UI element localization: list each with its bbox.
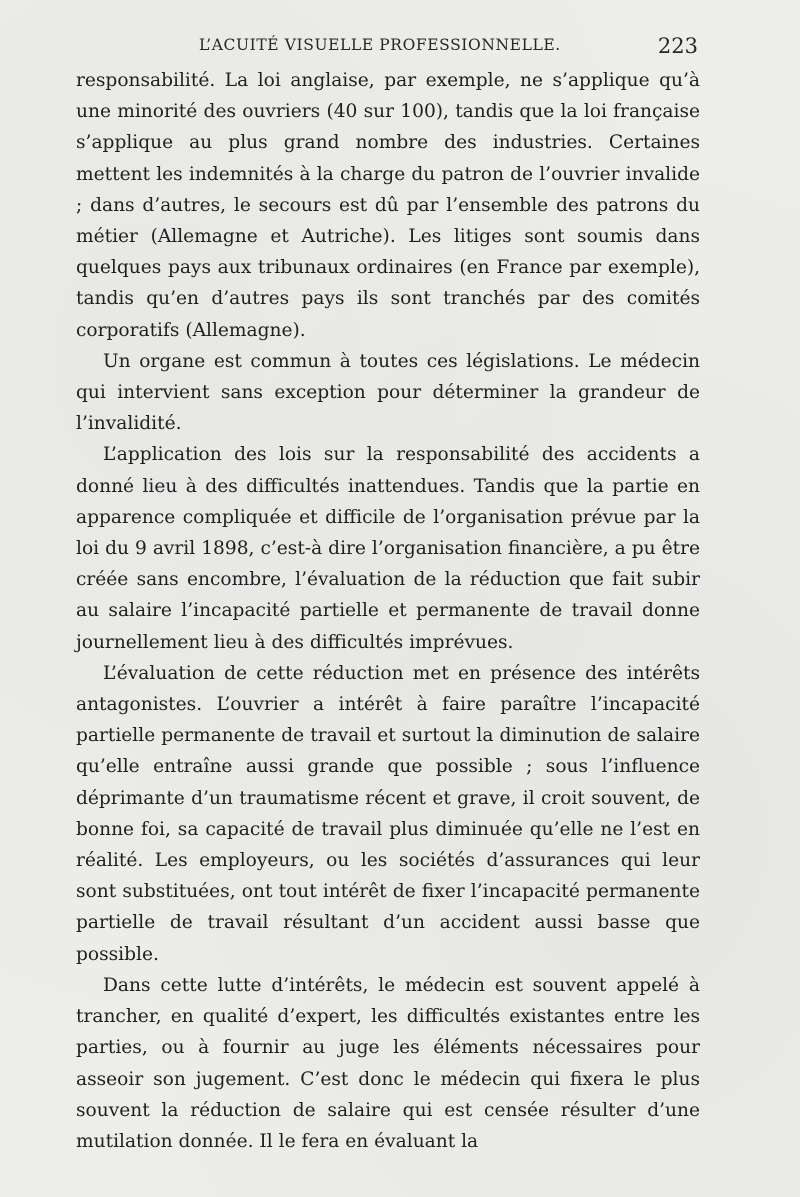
paragraph: Dans cette lutte d’intérêts, le médecin est souvent appelé à trancher, en qualité d’expert, les difficultés existantes entre les parties, ou à fournir au juge les éléments nécessaires pour asseoir son jugement. C’est donc le médecin qui fixera le plus souvent la réduction de salaire qui est censée résulter d’une mutilation donnée. Il le fera en évaluant la: [76, 974, 700, 1152]
page-number: 223: [657, 34, 698, 58]
running-title: L’ACUITÉ VISUELLE PROFESSIONNELLE.: [199, 36, 561, 54]
paragraph: L’application des lois sur la responsabilité des accidents a donné lieu à des difficultés inattendues. Tandis que la partie en apparence compliquée et difficile de l’organisation prévue par la loi du 9 avril 1898, c’est-à dire l’organisation financière, a pu être créée sans encombre, l’évaluation de la réduction que fait subir au salaire l’incapacité partielle et permanente de travail donne journellement lieu à des difficultés imprévues.: [76, 444, 700, 653]
paragraph: L’évaluation de cette réduction met en présence des intérêts antagonistes. L’ouvrier a intérêt à faire paraître l’incapacité partielle permanente de travail et surtout la diminution de salaire qu’elle entraîne aussi grande que possible ; sous l’influence déprimante d’un traumatisme récent et grave, il croit souvent, de bonne foi, sa capacité de travail plus diminuée qu’elle ne l’est en réalité. Les employeurs, ou les sociétés d’assurances qui leur sont substituées, ont tout intérêt de fixer l’incapacité permanente partielle de travail résultant d’un accident aussi basse que possible.: [76, 662, 700, 965]
page-header: [76, 34, 700, 60]
body-text: [76, 65, 700, 1157]
paragraph-continuation: responsabilité. La loi anglaise, par exemple, ne s’applique qu’à une minorité des ouvriers (40 sur 100), tandis que la loi française s’applique au plus grand nombre des industries. Certaines mettent les indemnités à la charge du patron de l’ouvrier invalide ; dans d’autres, le secours est dû par l’ensemble des patrons du métier (Allemagne et Autriche). Les litiges sont soumis dans quelques pays aux tribunaux ordinaires (en France par exemple), tandis qu’en d’autres pays ils sont tranchés par des comités corporatifs (Allemagne).: [76, 70, 700, 341]
paragraph: Un organe est commun à toutes ces législations. Le médecin qui intervient sans exception pour déterminer la grandeur de l’invalidité.: [76, 350, 700, 435]
